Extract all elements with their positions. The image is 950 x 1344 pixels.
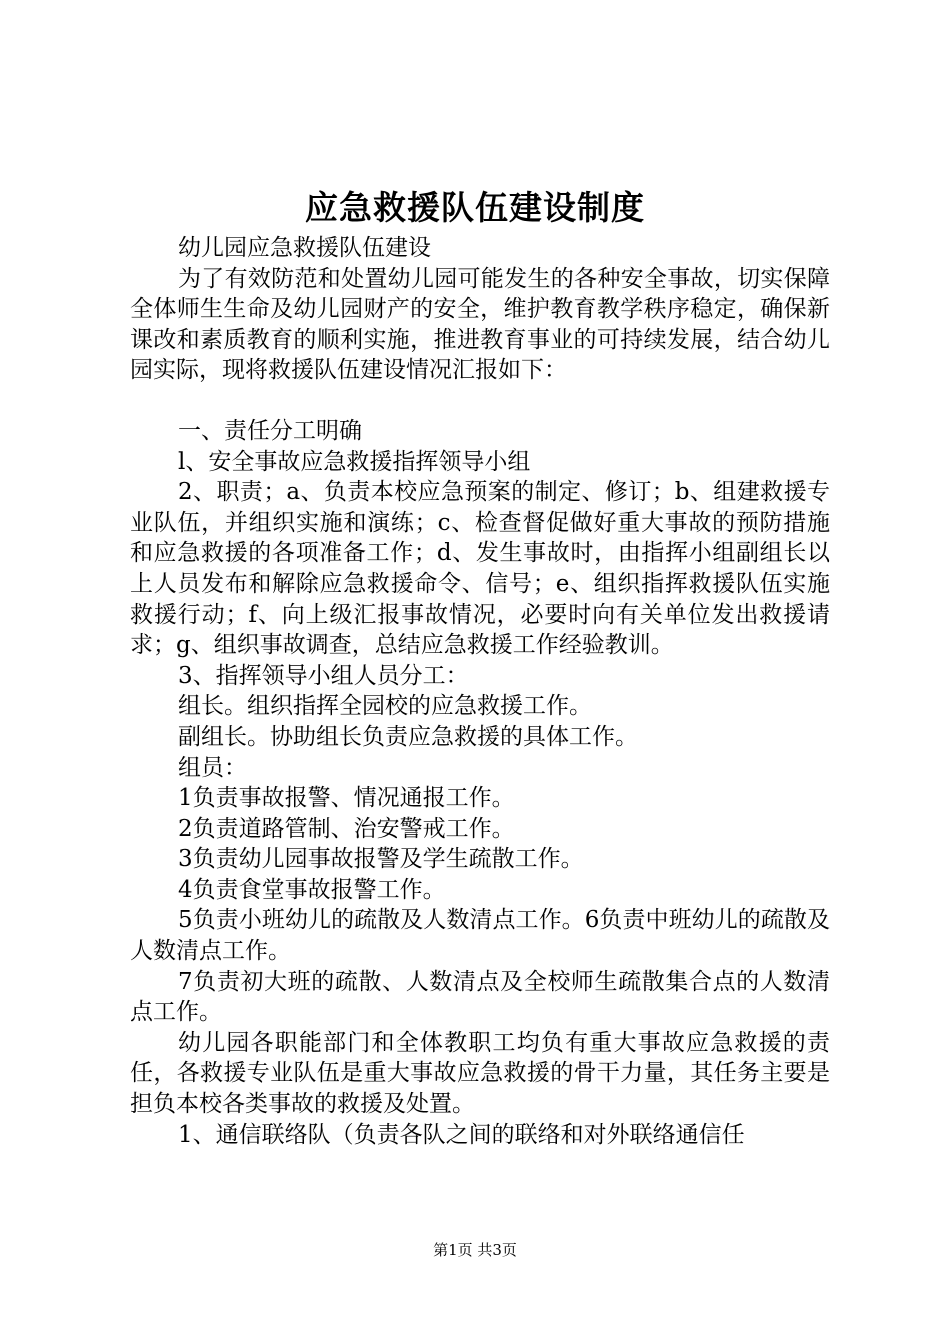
- paragraph-member-3: 3负责幼儿园事故报警及学生疏散工作。: [178, 846, 584, 873]
- document-body: [130, 233, 830, 1150]
- paragraph-communication-team: 1、通信联络队（负责各队之间的联络和对外联络通信任: [178, 1121, 745, 1148]
- paragraph-item-1: l、安全事故应急救援指挥领导小组: [178, 448, 531, 475]
- document-title: 应急救援队伍建设制度: [305, 188, 645, 227]
- paragraph-leader: 组长。组织指挥全园校的应急救援工作。: [178, 693, 592, 720]
- paragraph-member-1: 1负责事故报警、情况通报工作。: [178, 785, 515, 812]
- paragraph-member-7: 7负责初大班的疏散、人数清点及全校师生疏散集合点的人数清点工作。: [130, 968, 830, 1026]
- paragraph-members: 组员：: [178, 754, 247, 781]
- paragraph-intro: 为了有效防范和处置幼儿园可能发生的各种安全事故，切实保障全体师生生命及幼儿园财产的安全，维护教育教学秩序稳定，确保新课改和素质教育的顺利实施，推进教育事业的可持续发展，结合幼儿园实际，现将救援队伍建设情况汇报如下：: [130, 265, 830, 384]
- paragraph-duties: 2、职责；a、负责本校应急预案的制定、修订；b、组建救援专业队伍，并组织实施和演练；c、检查督促做好重大事故的预防措施和应急救援的各项准备工作；d、发生事故时，由指挥小组副组长以上人员发布和解除应急救援命令、信号；e、组织指挥救援队伍实施救援行动；f、向上级汇报事故情况，必要时向有关单位发出救援请求；g、组织事故调查，总结应急救援工作经验教训。: [130, 479, 830, 659]
- paragraph-all-staff: 幼儿园各职能部门和全体教职工均负有重大事故应急救援的责任，各救援专业队伍是重大事故应急救援的骨干力量，其任务主要是担负本校各类事故的救援及处置。: [130, 1029, 830, 1118]
- paragraph-item-3: 3、指挥领导小组人员分工：: [178, 662, 469, 689]
- paragraph-member-4: 4负责食堂事故报警工作。: [178, 876, 446, 903]
- section-heading-responsibility: 一、责任分工明确: [178, 417, 362, 444]
- page-indicator: 第1页 共3页: [433, 1241, 517, 1259]
- paragraph-subtitle: 幼儿园应急救援队伍建设: [178, 235, 431, 261]
- paragraph-member-5-6: 5负责小班幼儿的疏散及人数清点工作。6负责中班幼儿的疏散及人数清点工作。: [130, 907, 830, 965]
- paragraph-member-2: 2负责道路管制、治安警戒工作。: [178, 815, 515, 842]
- paragraph-deputy-leader: 副组长。协助组长负责应急救援的具体工作。: [178, 723, 638, 750]
